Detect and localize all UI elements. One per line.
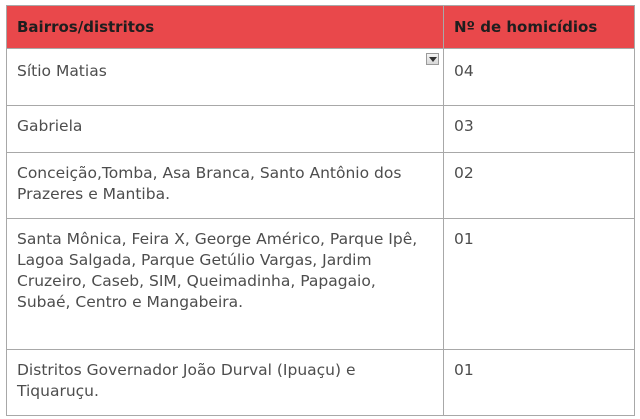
cell-bairros: Gabriela — [7, 106, 444, 153]
cell-homicidios: 02 — [444, 153, 635, 219]
cell-bairros: Conceição,Tomba, Asa Branca, Santo Antônio dos Prazeres e Mantiba. — [7, 153, 444, 219]
cell-homicidios: 04 — [444, 49, 635, 106]
table-row — [7, 106, 635, 153]
header-numero-homicidios: Nº de homicídios — [444, 6, 635, 49]
homicide-table — [6, 5, 635, 416]
table-row — [7, 350, 635, 416]
cell-homicidios: 01 — [444, 350, 635, 416]
header-bairros-distritos: Bairros/distritos — [7, 6, 444, 49]
table-row — [7, 219, 635, 350]
cell-homicidios: 03 — [444, 106, 635, 153]
dropdown-arrow-icon[interactable] — [426, 53, 439, 65]
table-row — [7, 49, 635, 106]
cell-bairros[interactable] — [7, 49, 444, 106]
table-header-row — [7, 6, 635, 49]
cell-bairros-text: Sítio Matias — [17, 62, 107, 80]
cell-bairros: Distritos Governador João Durval (Ipuaçu) e Tiquaruçu. — [7, 350, 444, 416]
cell-homicidios: 01 — [444, 219, 635, 350]
cell-bairros: Santa Mônica, Feira X, George Américo, Parque Ipê, Lagoa Salgada, Parque Getúlio Vargas, Jardim Cruzeiro, Caseb, SIM, Queimadinha, Papagaio, Subaé, Centro e Mangabeira. — [7, 219, 444, 350]
homicide-table-container — [6, 5, 634, 416]
table-row — [7, 153, 635, 219]
